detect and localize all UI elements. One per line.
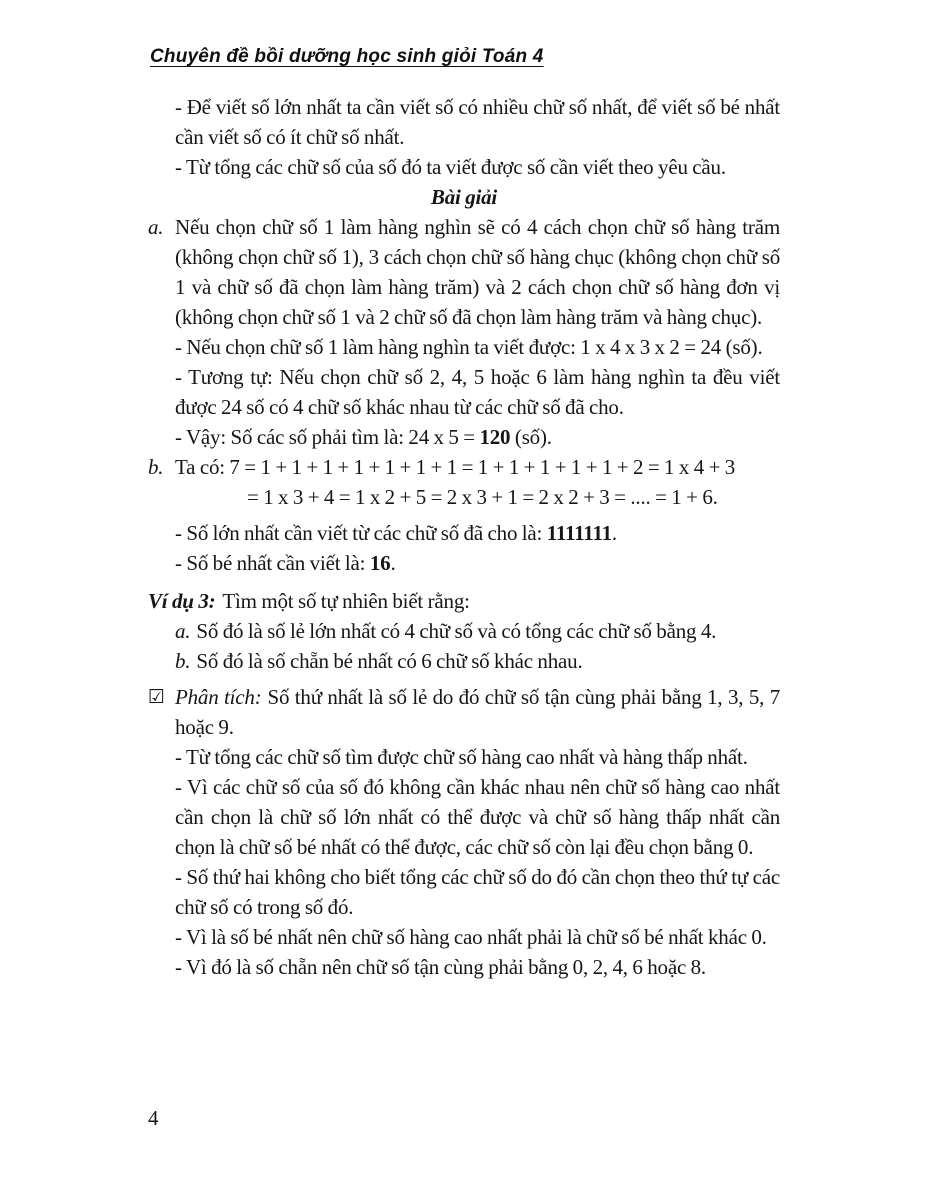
analysis-point-2: - Vì các chữ số của số đó không cần khác nhau nên chữ số hàng cao nhất cần chọn là chữ số lớn nhất có thể được và chữ số hàng thấp nhất cần chọn là chữ số bé nhất có thể được, các chữ số còn lại đều chọn bằng 0. (175, 775, 780, 859)
example-3-a-label: a. (175, 619, 191, 643)
intro-paragraph-1: - Để viết số lớn nhất ta cần viết số có nhiều chữ số nhất, để viết số bé nhất cần viết số có ít chữ số nhất. (175, 95, 780, 149)
largest-period: . (611, 521, 617, 545)
page-body (148, 92, 780, 982)
analysis-point-3: - Số thứ hai không cho biết tổng các chữ số do đó cần chọn theo thứ tự các chữ số có trong số đó. (175, 865, 780, 919)
item-b-label: b. (148, 455, 164, 479)
smallest-period: . (390, 551, 396, 575)
largest-text: - Số lớn nhất cần viết từ các chữ số đã cho là: (175, 521, 547, 545)
running-header: Chuyên đề bồi dưỡng học sinh giỏi Toán 4 (150, 46, 544, 67)
example-3-label: Ví dụ 3: (148, 589, 216, 613)
conclusion-result: 120 (479, 425, 511, 449)
conclusion-text: - Vậy: Số các số phải tìm là: 24 x 5 = (175, 425, 480, 449)
analysis-intro-text: Số thứ nhất là số lẻ do đó chữ số tận cùng phải bằng 1, 3, 5, 7 hoặc 9. (175, 685, 780, 739)
intro-paragraph-2: - Từ tổng các chữ số của số đó ta viết được số cần viết theo yêu cầu. (175, 155, 726, 179)
smallest-number-line (175, 548, 780, 578)
analysis-item (148, 682, 780, 742)
smallest-value: 16 (369, 551, 391, 575)
item-a-text: Nếu chọn chữ số 1 làm hàng nghìn sẽ có 4 cách chọn chữ số hàng trăm (không chọn chữ số 1), 3 cách chọn chữ số hàng chục (không chọn chữ số 1 và chữ số đã chọn làm hàng trăm) và 2 cách chọn chữ số hàng đơn vị (không chọn chữ số 1 và 2 chữ số đã chọn làm hàng trăm và hàng chục). (175, 215, 780, 329)
smallest-text: - Số bé nhất cần viết là: (175, 551, 370, 575)
solution-step-2: - Tương tự: Nếu chọn chữ số 2, 4, 5 hoặc 6 làm hàng nghìn ta đều viết được 24 số có 4 chữ số khác nhau từ các chữ số đã cho. (175, 365, 780, 419)
analysis-label: Phân tích: (175, 685, 262, 709)
analysis-point-4: - Vì là số bé nhất nên chữ số hàng cao nhất phải là chữ số bé nhất khác 0. (175, 925, 767, 949)
conclusion-unit: (số). (510, 425, 552, 449)
solution-heading: Bài giải (430, 185, 498, 209)
solution-item-a (148, 212, 780, 332)
analysis-point-5: - Vì đó là số chẵn nên chữ số tận cùng phải bằng 0, 2, 4, 6 hoặc 8. (175, 955, 706, 979)
solution-step-1: - Nếu chọn chữ số 1 làm hàng nghìn ta viết được: 1 x 4 x 3 x 2 = 24 (số). (175, 335, 763, 359)
equation-line-1: Ta có: 7 = 1 + 1 + 1 + 1 + 1 + 1 + 1 = 1 + 1 + 1 + 1 + 1 + 2 = 1 x 4 + 3 (175, 455, 736, 479)
example-3-b-text: Số đó là số chẵn bé nhất có 6 chữ số khác nhau. (196, 649, 583, 673)
page-number: 4 (148, 1106, 159, 1130)
largest-value: 1111111 (546, 521, 612, 545)
example-3-a-text: Số đó là số lẻ lớn nhất có 4 chữ số và có tổng các chữ số bằng 4. (196, 619, 717, 643)
checked-checkbox-icon: ☑ (148, 686, 165, 708)
largest-number-line (175, 518, 780, 548)
analysis-point-1: - Từ tổng các chữ số tìm được chữ số hàng cao nhất và hàng thấp nhất. (175, 745, 748, 769)
analysis-intro-paragraph (175, 682, 780, 742)
example-3-heading (148, 586, 780, 616)
equation-line-2: = 1 x 3 + 4 = 1 x 2 + 5 = 2 x 3 + 1 = 2 x 2 + 3 = .... = 1 + 6. (247, 485, 718, 509)
solution-item-b (148, 452, 780, 512)
example-3-item-b (175, 646, 780, 676)
item-a-label: a. (148, 215, 164, 239)
example-3-b-label: b. (175, 649, 191, 673)
item-b-equations (175, 452, 780, 512)
solution-conclusion (175, 422, 780, 452)
example-3-item-a (175, 616, 780, 646)
example-3-intro: Tìm một số tự nhiên biết rằng: (222, 589, 470, 613)
